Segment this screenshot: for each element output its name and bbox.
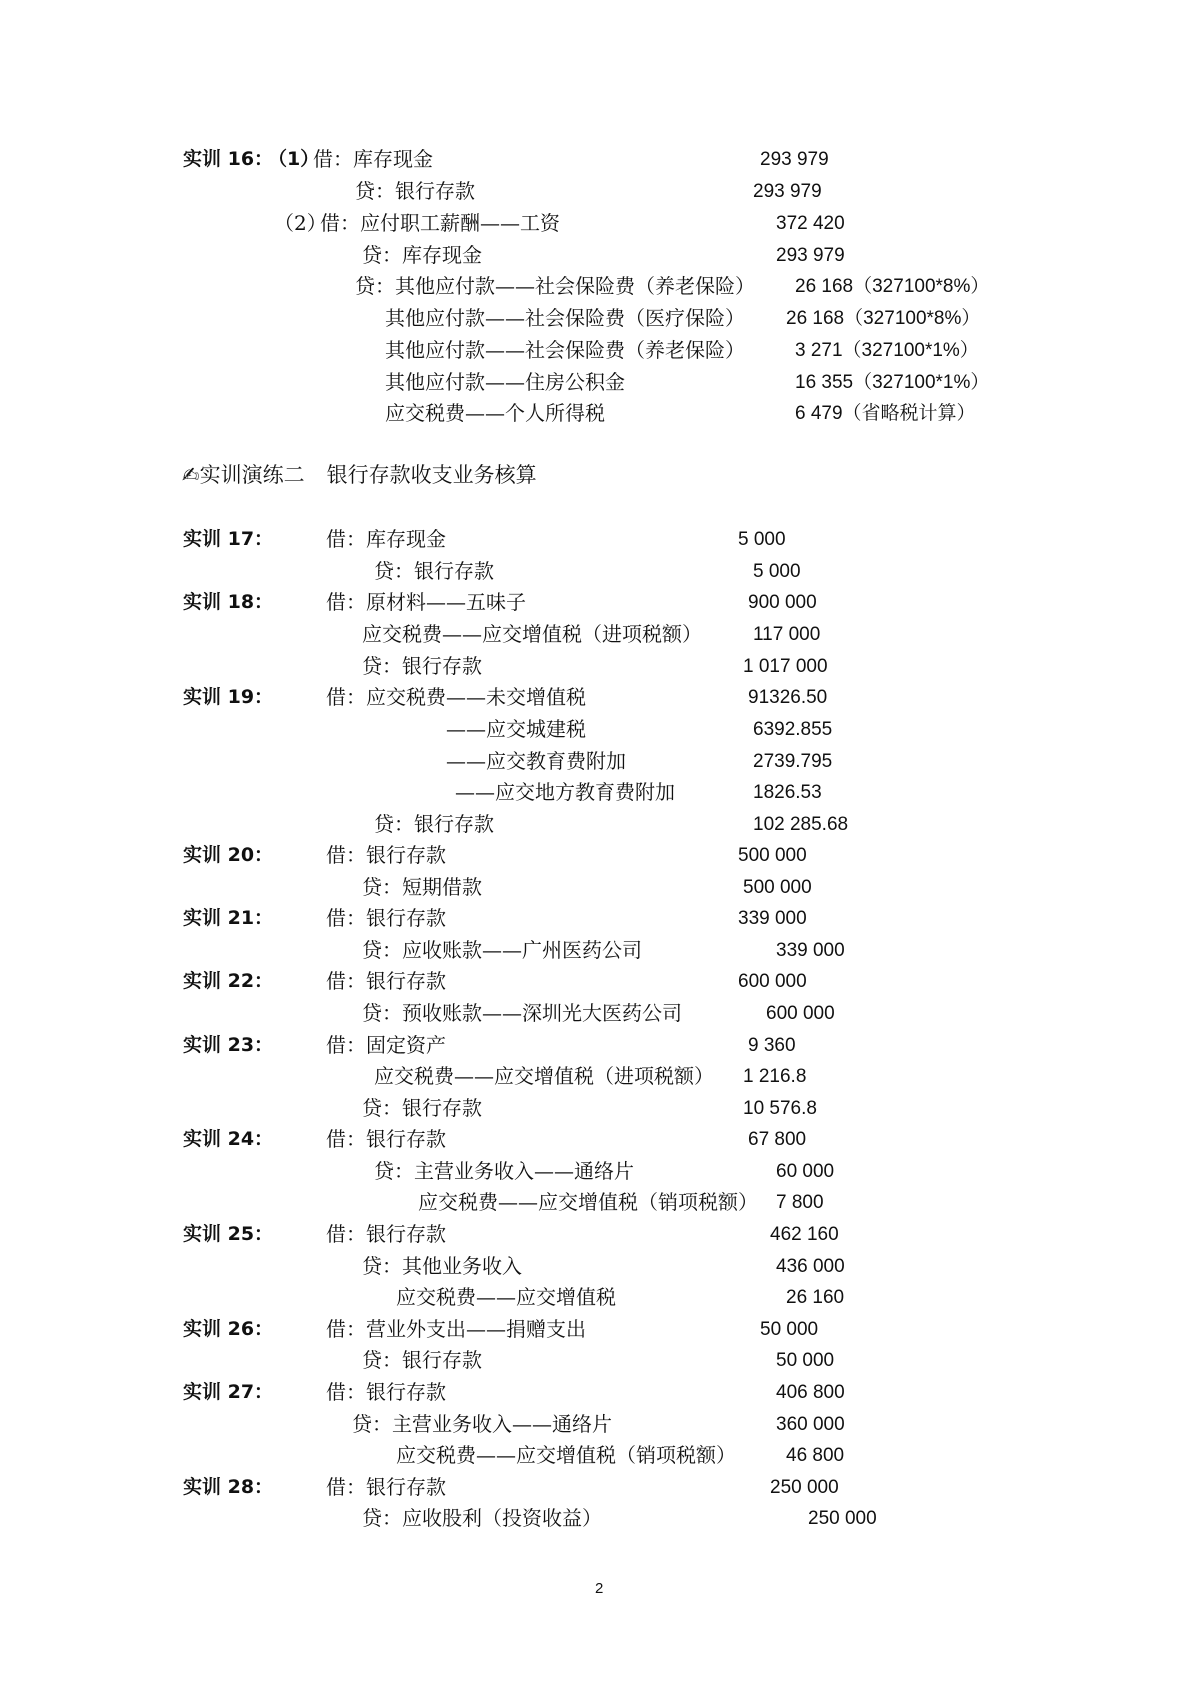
- entry-25-amount-2: 436 000: [776, 1256, 845, 1277]
- entry-16-amount-2: 293 979: [753, 181, 822, 202]
- entry-20-line-2: 贷：短期借款: [362, 875, 482, 899]
- entry-19-line-2: ——应交城建税: [446, 717, 586, 741]
- entry-20-amount-1: 500 000: [738, 845, 807, 866]
- section-heading: [182, 462, 537, 488]
- entry-16-line-2: 贷：银行存款: [355, 179, 475, 203]
- entry-16-amount-9: 6 479（省略税计算）: [795, 403, 976, 424]
- entry-24-line-2: 贷：主营业务收入——通络片: [374, 1159, 634, 1183]
- entry-19-amount-3: 2739.795: [753, 751, 833, 772]
- entry-25-line-3: 应交税费——应交增值税: [396, 1285, 616, 1309]
- entry-16-amount-1: 293 979: [760, 149, 829, 170]
- entry-19-line-1: 借：应交税费——未交增值税: [326, 685, 586, 709]
- entry-19-amount-4: 1826.53: [753, 782, 822, 803]
- entry-25-line-1: 借：银行存款: [326, 1222, 446, 1246]
- entry-25-amount-3: 26 160: [786, 1287, 845, 1308]
- entry-16-line-6: 其他应付款——社会保险费（医疗保险）: [385, 306, 745, 330]
- entry-16-amount-8: 16 355（327100*1%）: [795, 372, 990, 393]
- entry-17-amount-1: 5 000: [738, 529, 786, 550]
- entry-28-line-1: 借：银行存款: [326, 1475, 446, 1499]
- pen-icon: ✍: [182, 463, 200, 487]
- entry-23-line-1: 借：固定资产: [326, 1033, 446, 1057]
- entry-20-line-1: 借：银行存款: [326, 843, 446, 867]
- entry-24-line-1: 借：银行存款: [326, 1127, 446, 1151]
- entry-label-17: 实训 17：: [183, 528, 274, 550]
- entry-16-amount-3: 372 420: [776, 213, 845, 234]
- entry-16-line-9: 应交税费——个人所得税: [385, 401, 605, 425]
- entry-21-amount-1: 339 000: [738, 908, 807, 929]
- entry-19-line-5: 贷：银行存款: [374, 812, 494, 836]
- entry-label-16: 实训 16：: [183, 148, 274, 170]
- entry-27-line-1: 借：银行存款: [326, 1380, 446, 1404]
- entry-23-amount-2: 1 216.8: [743, 1066, 807, 1087]
- entry-19-line-4: ——应交地方教育费附加: [455, 780, 675, 804]
- entry-22-line-1: 借：银行存款: [326, 969, 446, 993]
- entry-26-amount-2: 50 000: [776, 1350, 835, 1371]
- entry-16-line-7: 其他应付款——社会保险费（养老保险）: [385, 338, 745, 362]
- entry-17-line-1: 借：库存现金: [326, 527, 446, 551]
- entry-16-line-3: 借：应付职工薪酬——工资: [320, 211, 560, 235]
- entry-24-amount-3: 7 800: [776, 1192, 824, 1213]
- part-marker-1: （1）: [268, 148, 320, 170]
- entry-17-amount-2: 5 000: [753, 561, 801, 582]
- entry-16-amount-4: 293 979: [776, 245, 845, 266]
- entry-26-line-2: 贷：银行存款: [362, 1348, 482, 1372]
- entry-16-line-8: 其他应付款——住房公积金: [385, 370, 625, 394]
- entry-27-line-3: 应交税费——应交增值税（销项税额）: [396, 1443, 736, 1467]
- entry-24-amount-2: 60 000: [776, 1161, 835, 1182]
- entry-18-line-3: 贷：银行存款: [362, 654, 482, 678]
- entry-label-19: 实训 19：: [183, 686, 274, 708]
- section-subtitle: 银行存款收支业务核算: [326, 463, 537, 487]
- entry-23-amount-3: 10 576.8: [743, 1098, 817, 1119]
- entry-16-amount-7: 3 271（327100*1%）: [795, 340, 979, 361]
- entry-27-amount-2: 360 000: [776, 1414, 845, 1435]
- entry-23-line-2: 应交税费——应交增值税（进项税额）: [374, 1064, 714, 1088]
- entry-18-line-2: 应交税费——应交增值税（进项税额）: [362, 622, 702, 646]
- entry-25-line-2: 贷：其他业务收入: [362, 1254, 522, 1278]
- entry-19-amount-1: 91326.50: [748, 687, 828, 708]
- entry-label-25: 实训 25：: [183, 1223, 274, 1245]
- entry-28-line-2: 贷：应收股利（投资收益）: [362, 1506, 602, 1530]
- entry-label-27: 实训 27：: [183, 1381, 274, 1403]
- entry-label-26: 实训 26：: [183, 1318, 274, 1340]
- entry-28-amount-2: 250 000: [808, 1508, 877, 1529]
- entry-label-20: 实训 20：: [183, 844, 274, 866]
- entry-21-amount-2: 339 000: [776, 940, 845, 961]
- entry-22-line-2: 贷：预收账款——深圳光大医药公司: [362, 1001, 682, 1025]
- entry-23-line-3: 贷：银行存款: [362, 1096, 482, 1120]
- entry-18-amount-3: 1 017 000: [743, 656, 828, 677]
- entry-19-amount-5: 102 285.68: [753, 814, 849, 835]
- entry-label-28: 实训 28：: [183, 1476, 274, 1498]
- entry-16-line-4: 贷：库存现金: [362, 243, 482, 267]
- entry-27-line-2: 贷：主营业务收入——通络片: [352, 1412, 612, 1436]
- entry-24-line-3: 应交税费——应交增值税（销项税额）: [418, 1190, 758, 1214]
- entry-16-line-5: 贷：其他应付款——社会保险费（养老保险）: [355, 274, 755, 298]
- entry-26-line-1: 借：营业外支出——捐赠支出: [326, 1317, 586, 1341]
- entry-label-24: 实训 24：: [183, 1128, 274, 1150]
- entry-label-23: 实训 23：: [183, 1034, 274, 1056]
- part-marker-2: （2）: [274, 211, 327, 235]
- section-title: 实训演练二: [199, 463, 305, 487]
- entry-22-amount-2: 600 000: [766, 1003, 835, 1024]
- entry-label-21: 实训 21：: [183, 907, 274, 929]
- entry-18-amount-2: 117 000: [753, 624, 821, 645]
- entry-22-amount-1: 600 000: [738, 971, 807, 992]
- entry-16-amount-6: 26 168（327100*8%）: [786, 308, 981, 329]
- entry-19-amount-2: 6392.855: [753, 719, 833, 740]
- entry-23-amount-1: 9 360: [748, 1035, 796, 1056]
- page-number: 2: [595, 1580, 604, 1597]
- entry-19-line-3: ——应交教育费附加: [446, 749, 626, 773]
- entry-24-amount-1: 67 800: [748, 1129, 807, 1150]
- entry-17-line-2: 贷：银行存款: [374, 559, 494, 583]
- entry-25-amount-1: 462 160: [770, 1224, 839, 1245]
- entry-27-amount-1: 406 800: [776, 1382, 845, 1403]
- entry-16-line-1: 借：库存现金: [313, 147, 433, 171]
- entry-20-amount-2: 500 000: [743, 877, 812, 898]
- entry-21-line-2: 贷：应收账款——广州医药公司: [362, 938, 642, 962]
- entry-label-18: 实训 18：: [183, 591, 274, 613]
- entry-27-amount-3: 46 800: [786, 1445, 845, 1466]
- entry-26-amount-1: 50 000: [760, 1319, 819, 1340]
- entry-16-amount-5: 26 168（327100*8%）: [795, 276, 990, 297]
- entry-label-22: 实训 22：: [183, 970, 274, 992]
- entry-18-amount-1: 900 000: [748, 592, 817, 613]
- entry-18-line-1: 借：原材料——五味子: [326, 590, 526, 614]
- entry-21-line-1: 借：银行存款: [326, 906, 446, 930]
- entry-28-amount-1: 250 000: [770, 1477, 839, 1498]
